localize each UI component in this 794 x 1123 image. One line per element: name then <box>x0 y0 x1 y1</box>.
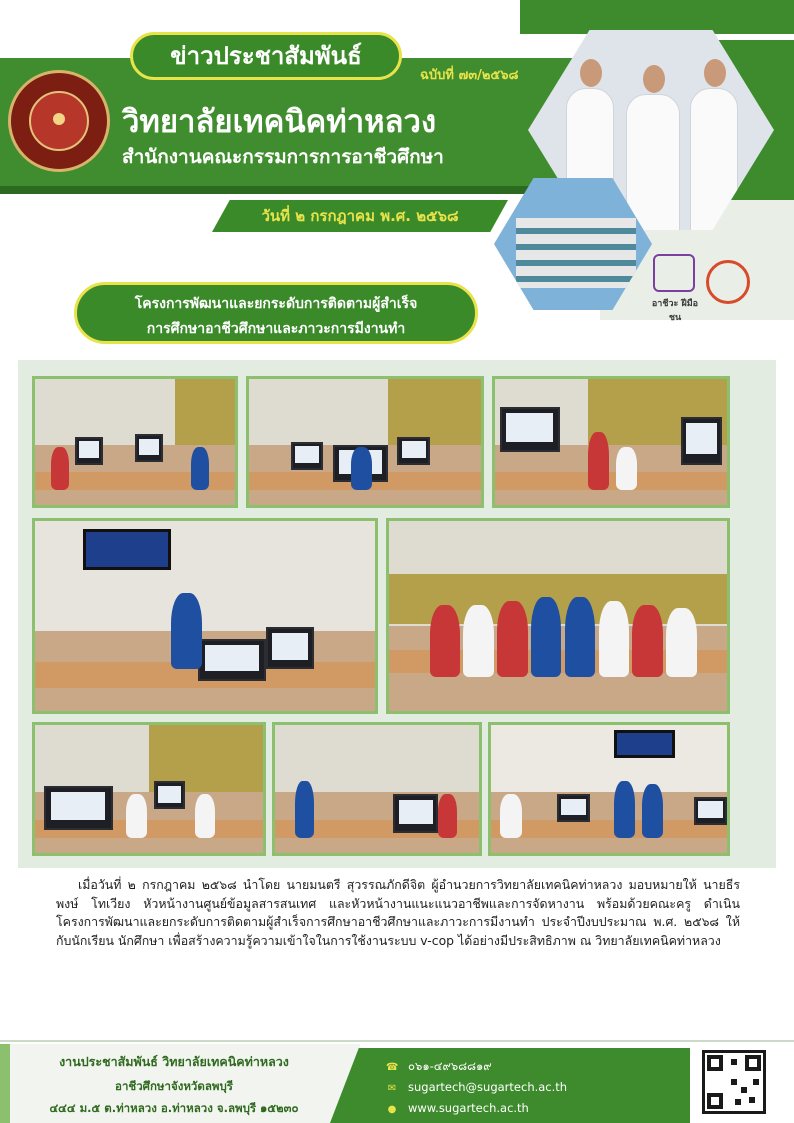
footer-address: ๔๔๔ ม.๕ ต.ท่าหลวง อ.ท่าหลวง จ.ลพบุรี ๑๕๒๓๐ <box>49 1101 299 1115</box>
project-title-line-1: โครงการพัฒนาและยกระดับการติดตามผู้สำเร็จ <box>134 296 418 312</box>
building-shape <box>516 218 636 288</box>
college-logo-crown <box>53 113 65 125</box>
college-logo-emblem <box>29 91 89 151</box>
ovec-checkmark-logo <box>653 254 695 292</box>
footer-website[interactable] <box>386 1101 529 1116</box>
project-title-pill <box>74 282 478 344</box>
vocational-emblem-logo <box>706 260 750 304</box>
header-top-bar <box>520 0 794 34</box>
activity-photo-8 <box>488 722 730 856</box>
ovec-slogan: อาชีวะ ฝีมือชน <box>651 299 699 323</box>
qr-code[interactable] <box>702 1050 766 1114</box>
phone-number: ๐๖๑-๔๙๖๘๘๑๙ <box>408 1059 492 1073</box>
footer-org-name: งานประชาสัมพันธ์ วิทยาลัยเทคนิคท่าหลวง <box>59 1054 289 1069</box>
college-name: วิทยาลัยเทคนิคท่าหลวง <box>122 104 437 140</box>
phone-icon: ☎ <box>386 1062 399 1073</box>
footer-divider <box>0 1040 794 1042</box>
footer-province: อาชีวศึกษาจังหวัดลพบุรี <box>115 1079 233 1093</box>
activity-photo-4 <box>32 518 378 714</box>
activity-photo-2 <box>246 376 484 508</box>
activity-photo-6 <box>32 722 266 856</box>
email-icon: ✉ <box>387 1083 397 1094</box>
news-date: วันที่ ๒ กรกฎาคม พ.ศ. ๒๕๖๘ <box>261 207 459 225</box>
activity-photo-7 <box>272 722 482 856</box>
activity-photo-5 <box>386 518 730 714</box>
issue-number: ฉบับที่ ๗๓/๒๕๖๘ <box>420 68 519 83</box>
office-name: สำนักงานคณะกรรมการการอาชีวศึกษา <box>122 146 444 168</box>
footer-left-stripe <box>0 1044 10 1123</box>
footer-phone[interactable] <box>386 1058 492 1076</box>
college-logo <box>8 70 110 172</box>
email-address: sugartech@sugartech.ac.th <box>408 1080 568 1094</box>
news-pill-title: ข่าวประชาสัมพันธ์ <box>130 32 402 80</box>
website-url: www.sugartech.ac.th <box>408 1101 529 1115</box>
news-body-text: เมื่อวันที่ ๒ กรกฎาคม ๒๕๖๘ นำโดย นายมนตรี สุวรรณภักดีจิต ผู้อำนวยการวิทยาลัยเทคนิคท่าหลวง มอบหมายให้ นายธีรพงษ์ โทเวียง หัวหน้างานศูนย์ข้อมูลสารสนเทศ และหัวหน้างานแนะแนวอาชีพและการจัดหางาน พร้อมด้วยคณะครู ดำเนินโครงการพัฒนาและยกระดับการติดตามผู้สำเร็จการศึกษาอาชีวศึกษาและภาวะการมีงานทำ ประจำปีงบประมาณ พ.ศ. ๒๕๖๘ ให้กับนักเรียน นักศึกษา เพื่อสร้างความรู้ความเข้าใจในการใช้งานระบบ v-cop ได้อย่างมีประสิทธิภาพ ณ วิทยาลัยเทคนิคท่าหลวง <box>56 877 740 948</box>
footer-email[interactable] <box>386 1080 567 1095</box>
activity-photo-3 <box>492 376 730 508</box>
globe-icon: ● <box>387 1104 397 1115</box>
project-title-line-2: การศึกษาอาชีวศึกษาและภาวะการมีงานทำ <box>146 321 406 337</box>
activity-photo-1 <box>32 376 238 508</box>
